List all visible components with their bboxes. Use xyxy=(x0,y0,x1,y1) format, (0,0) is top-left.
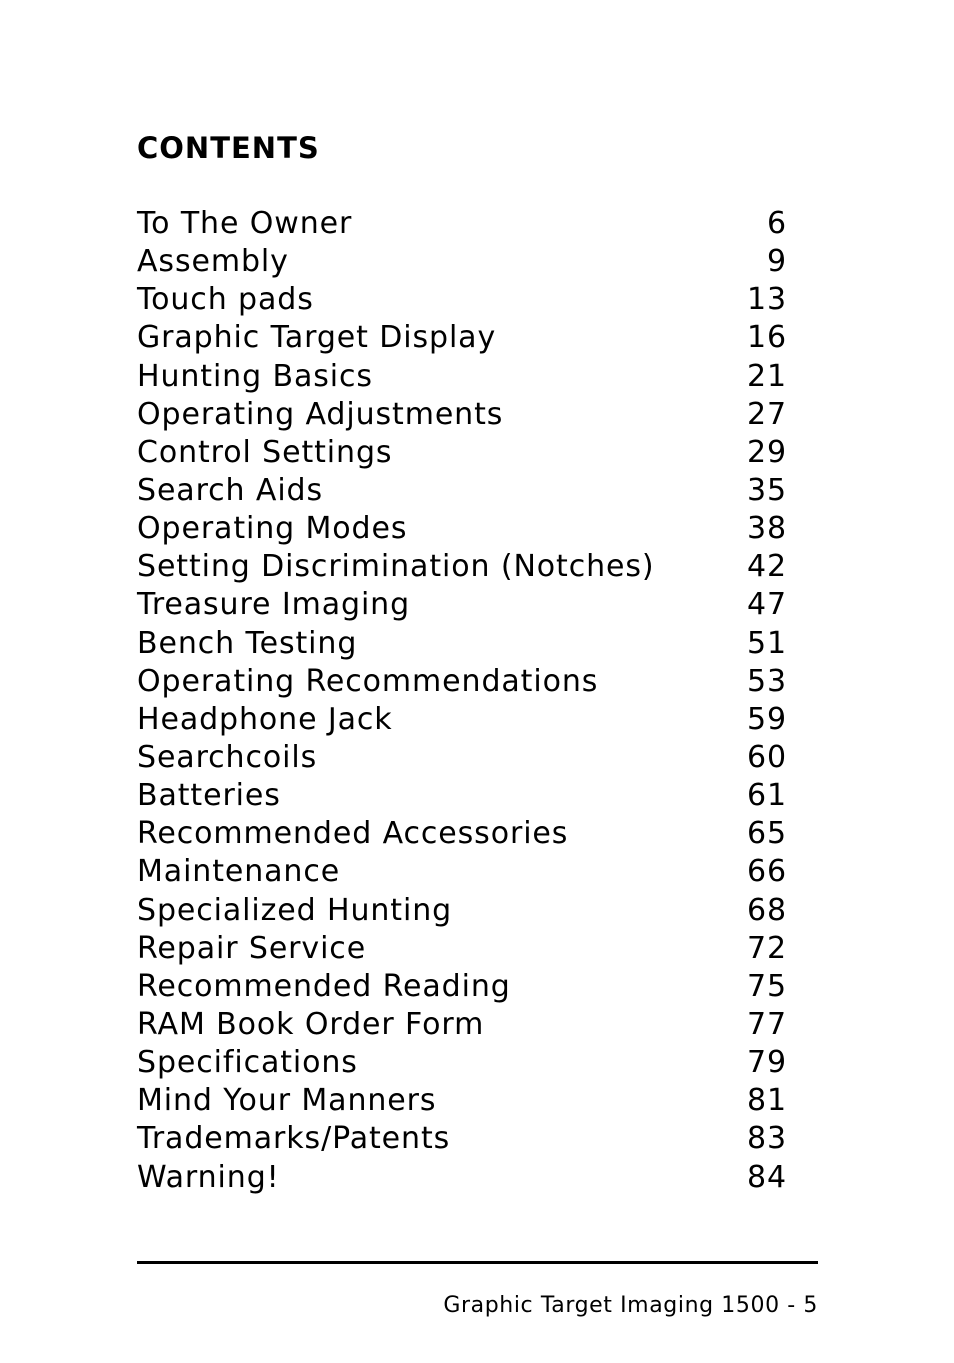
toc-entry-page: 61 xyxy=(747,778,787,814)
toc-entry xyxy=(137,510,787,548)
toc-entry xyxy=(137,968,787,1006)
toc-entry-title: Mind Your Manners xyxy=(137,1083,437,1119)
toc-entry-page: 65 xyxy=(747,816,787,852)
footer-divider xyxy=(137,1261,818,1264)
toc-entry-title: Batteries xyxy=(137,778,281,814)
toc-entry-title: Operating Recommendations xyxy=(137,663,599,699)
toc-entry-title: Search Aids xyxy=(137,472,324,508)
toc-entry-title: Repair Service xyxy=(137,930,367,966)
toc-entry xyxy=(137,1006,787,1044)
toc-entry-title: Control Settings xyxy=(137,434,393,470)
toc-entry-title: To The Owner xyxy=(137,206,353,241)
toc-entry-page: 6 xyxy=(767,206,787,241)
toc-entry-title: Maintenance xyxy=(137,854,341,890)
toc-entry xyxy=(137,243,787,281)
toc-entry-page: 60 xyxy=(747,739,787,775)
toc-entry-page: 68 xyxy=(747,892,787,928)
toc-entry-page: 51 xyxy=(747,625,787,661)
toc-entry-title: Operating Modes xyxy=(137,511,408,547)
toc-entry-page: 42 xyxy=(747,549,787,585)
page-footer: Graphic Target Imaging 1500 - 5 xyxy=(443,1293,818,1318)
toc-entry xyxy=(137,396,787,434)
toc-entry xyxy=(137,1159,787,1197)
toc-entry-page: 75 xyxy=(747,968,787,1004)
toc-entry-title: Touch pads xyxy=(137,282,314,318)
toc-entry-title: Treasure Imaging xyxy=(137,587,411,623)
toc-entry xyxy=(137,892,787,930)
toc-entry xyxy=(137,434,787,472)
toc-entry xyxy=(137,739,787,777)
toc-entry xyxy=(137,701,787,739)
toc-entry-page: 27 xyxy=(747,396,787,432)
toc-entry-page: 35 xyxy=(747,472,787,508)
toc-entry xyxy=(137,663,787,701)
toc-entry-page: 81 xyxy=(747,1083,787,1119)
toc-entry xyxy=(137,625,787,663)
toc-entry-title: RAM Book Order Form xyxy=(137,1006,485,1042)
toc-entry-page: 38 xyxy=(747,511,787,547)
toc-entry-title: Warning! xyxy=(137,1159,280,1195)
toc-entry-page: 59 xyxy=(747,701,787,737)
toc-entry xyxy=(137,548,787,586)
page-title: CONTENTS xyxy=(137,131,320,165)
toc-entry-title: Headphone Jack xyxy=(137,701,393,737)
toc-entry-page: 9 xyxy=(767,244,787,280)
toc-entry-title: Hunting Basics xyxy=(137,358,373,394)
toc-entry-title: Recommended Accessories xyxy=(137,816,569,852)
toc-entry-title: Bench Testing xyxy=(137,625,358,661)
toc-entry-page: 83 xyxy=(747,1121,787,1157)
toc-entry xyxy=(137,281,787,319)
toc-entry xyxy=(137,853,787,891)
toc-entry-page: 16 xyxy=(747,320,787,356)
toc-entry xyxy=(137,358,787,396)
toc-entry-title: Specialized Hunting xyxy=(137,892,453,928)
toc-entry xyxy=(137,586,787,624)
toc-entry xyxy=(137,777,787,815)
toc-entry-title: Trademarks/Patents xyxy=(137,1121,451,1157)
toc-entry-page: 77 xyxy=(747,1006,787,1042)
toc-entry-page: 21 xyxy=(747,358,787,394)
toc-entry xyxy=(137,1044,787,1082)
toc-entry xyxy=(137,205,787,243)
toc-entry-title: Setting Discrimination (Notches) xyxy=(137,549,655,585)
toc-entry-page: 53 xyxy=(747,663,787,699)
toc-entry-page: 13 xyxy=(747,282,787,318)
toc-entry-page: 84 xyxy=(747,1159,787,1195)
toc-entry-page: 29 xyxy=(747,434,787,470)
toc-entry-page: 47 xyxy=(747,587,787,623)
toc-entry xyxy=(137,319,787,357)
toc-entry-page: 72 xyxy=(747,930,787,966)
toc-entry-title: Recommended Reading xyxy=(137,968,511,1004)
toc-entry-title: Graphic Target Display xyxy=(137,320,497,356)
toc-entry-title: Assembly xyxy=(137,244,289,280)
toc-entry-page: 79 xyxy=(747,1045,787,1081)
toc-entry xyxy=(137,815,787,853)
toc-entry-title: Specifications xyxy=(137,1045,358,1081)
toc-entry-page: 66 xyxy=(747,854,787,890)
toc-entry-title: Operating Adjustments xyxy=(137,396,504,432)
toc-entry xyxy=(137,930,787,968)
toc-entry xyxy=(137,1120,787,1158)
toc-entry xyxy=(137,1082,787,1120)
table-of-contents xyxy=(137,205,787,1197)
toc-entry-title: Searchcoils xyxy=(137,739,318,775)
toc-entry xyxy=(137,472,787,510)
